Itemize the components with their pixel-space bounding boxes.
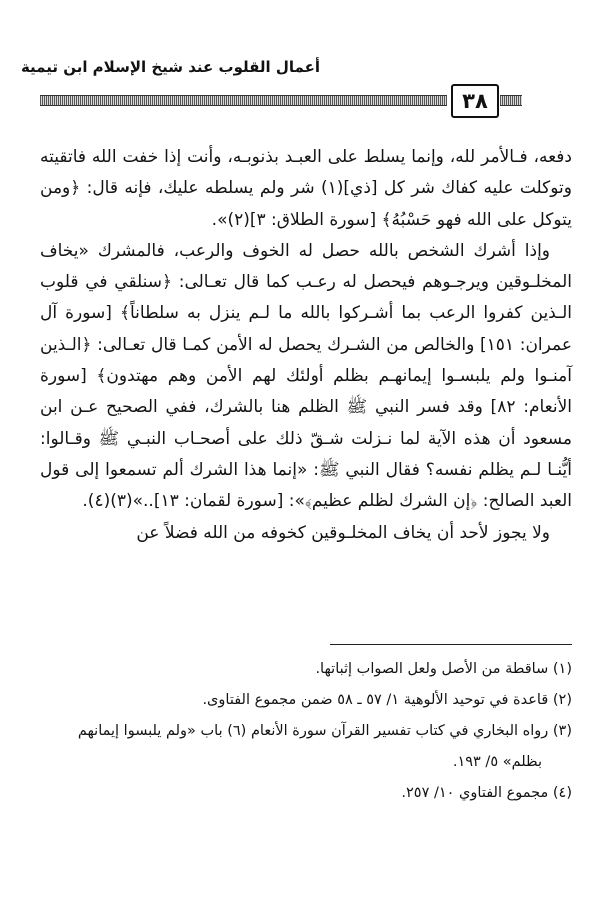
footnote: (١) ساقطة من الأصل ولعل الصواب إثباتها. xyxy=(315,661,572,677)
footnote: (٤) مجموع الفتاوي ١٠/ ٢٥٧. xyxy=(401,785,572,801)
paragraph: وإذا أشرك الشخص بالله حصل له الخوف والرعب، فالمشرك «يخاف المخلـوقين ويرجـوهم فيحصل له رعـب كما قال تعـالى: ﴿سنلقي في قلوب الـذين كفروا الرعب بما أشـركوا بالله ما لـم ينزل به سلطاناً﴾ [سورة آل عمران: ١٥١] والخالص من الشـرك يحصل له الأمن كمـا قال تعـالى: ﴿الـذين آمنـوا ولم يلبسـوا إيمانهـم بظلم أولئك لهم الأمن وهم مهتدون﴾ [سورة الأنعام: ٨٢] وقد فسر النبي ﷺ الظلم هنا بالشرك، ففي الصحيح عـن ابن مسعود أن هذه الآية لما نـزلت شـقّ ذلك على أصحـاب النبـي ﷺ وقـالوا: أيُّنـا لـم يظلم نفسه؟ فقال النبي ﷺ: «إنما هذا الشرك ألم تسمعوا إلى قول العبد الصالح: ﴿إن الشرك لظلم عظيم﴾»: [سورة لقمان: ١٣]..»(٣)(٤). xyxy=(40,240,573,512)
footnotes xyxy=(40,654,572,809)
paragraph: ولا يجوز لأحد أن يخاف المخلـوقين كخوفه من الله فضلاً عن xyxy=(136,522,550,543)
header-rule-left xyxy=(40,95,447,106)
footnote: (٣) رواه البخاري في كتاب تفسير القرآن سورة الأنعام (٦) باب «ولم يلبسوا إيمانهم بظلم» ٥/ ١٩٣. xyxy=(77,723,572,770)
main-text xyxy=(40,142,572,549)
footnote-separator xyxy=(330,644,572,645)
header-rule-right xyxy=(500,95,522,106)
page-number: ٣٨ xyxy=(462,89,488,113)
footnote: (٢) قاعدة في توحيد الألوهية ١/ ٥٧ ـ ٥٨ ضمن مجموع الفتاوى. xyxy=(202,692,572,708)
page-number-box xyxy=(451,84,499,118)
paragraph: دفعه، فـالأمر لله، وإنما يسلط على العبـد بذنوبـه، وأنت إذا خفت الله فاتقيته وتوكلت عليه كفاك شر كل [ذي](١) شر ولم يسلطه عليك، فإنه قال: ﴿ومن يتوكل على الله فهو حَسْبُهُ﴾ [سورة الطلاق: ٣](٢)». xyxy=(40,147,573,230)
running-header-title: أعمال القلوب عند شيخ الإسلام ابن تيمية xyxy=(20,58,320,76)
